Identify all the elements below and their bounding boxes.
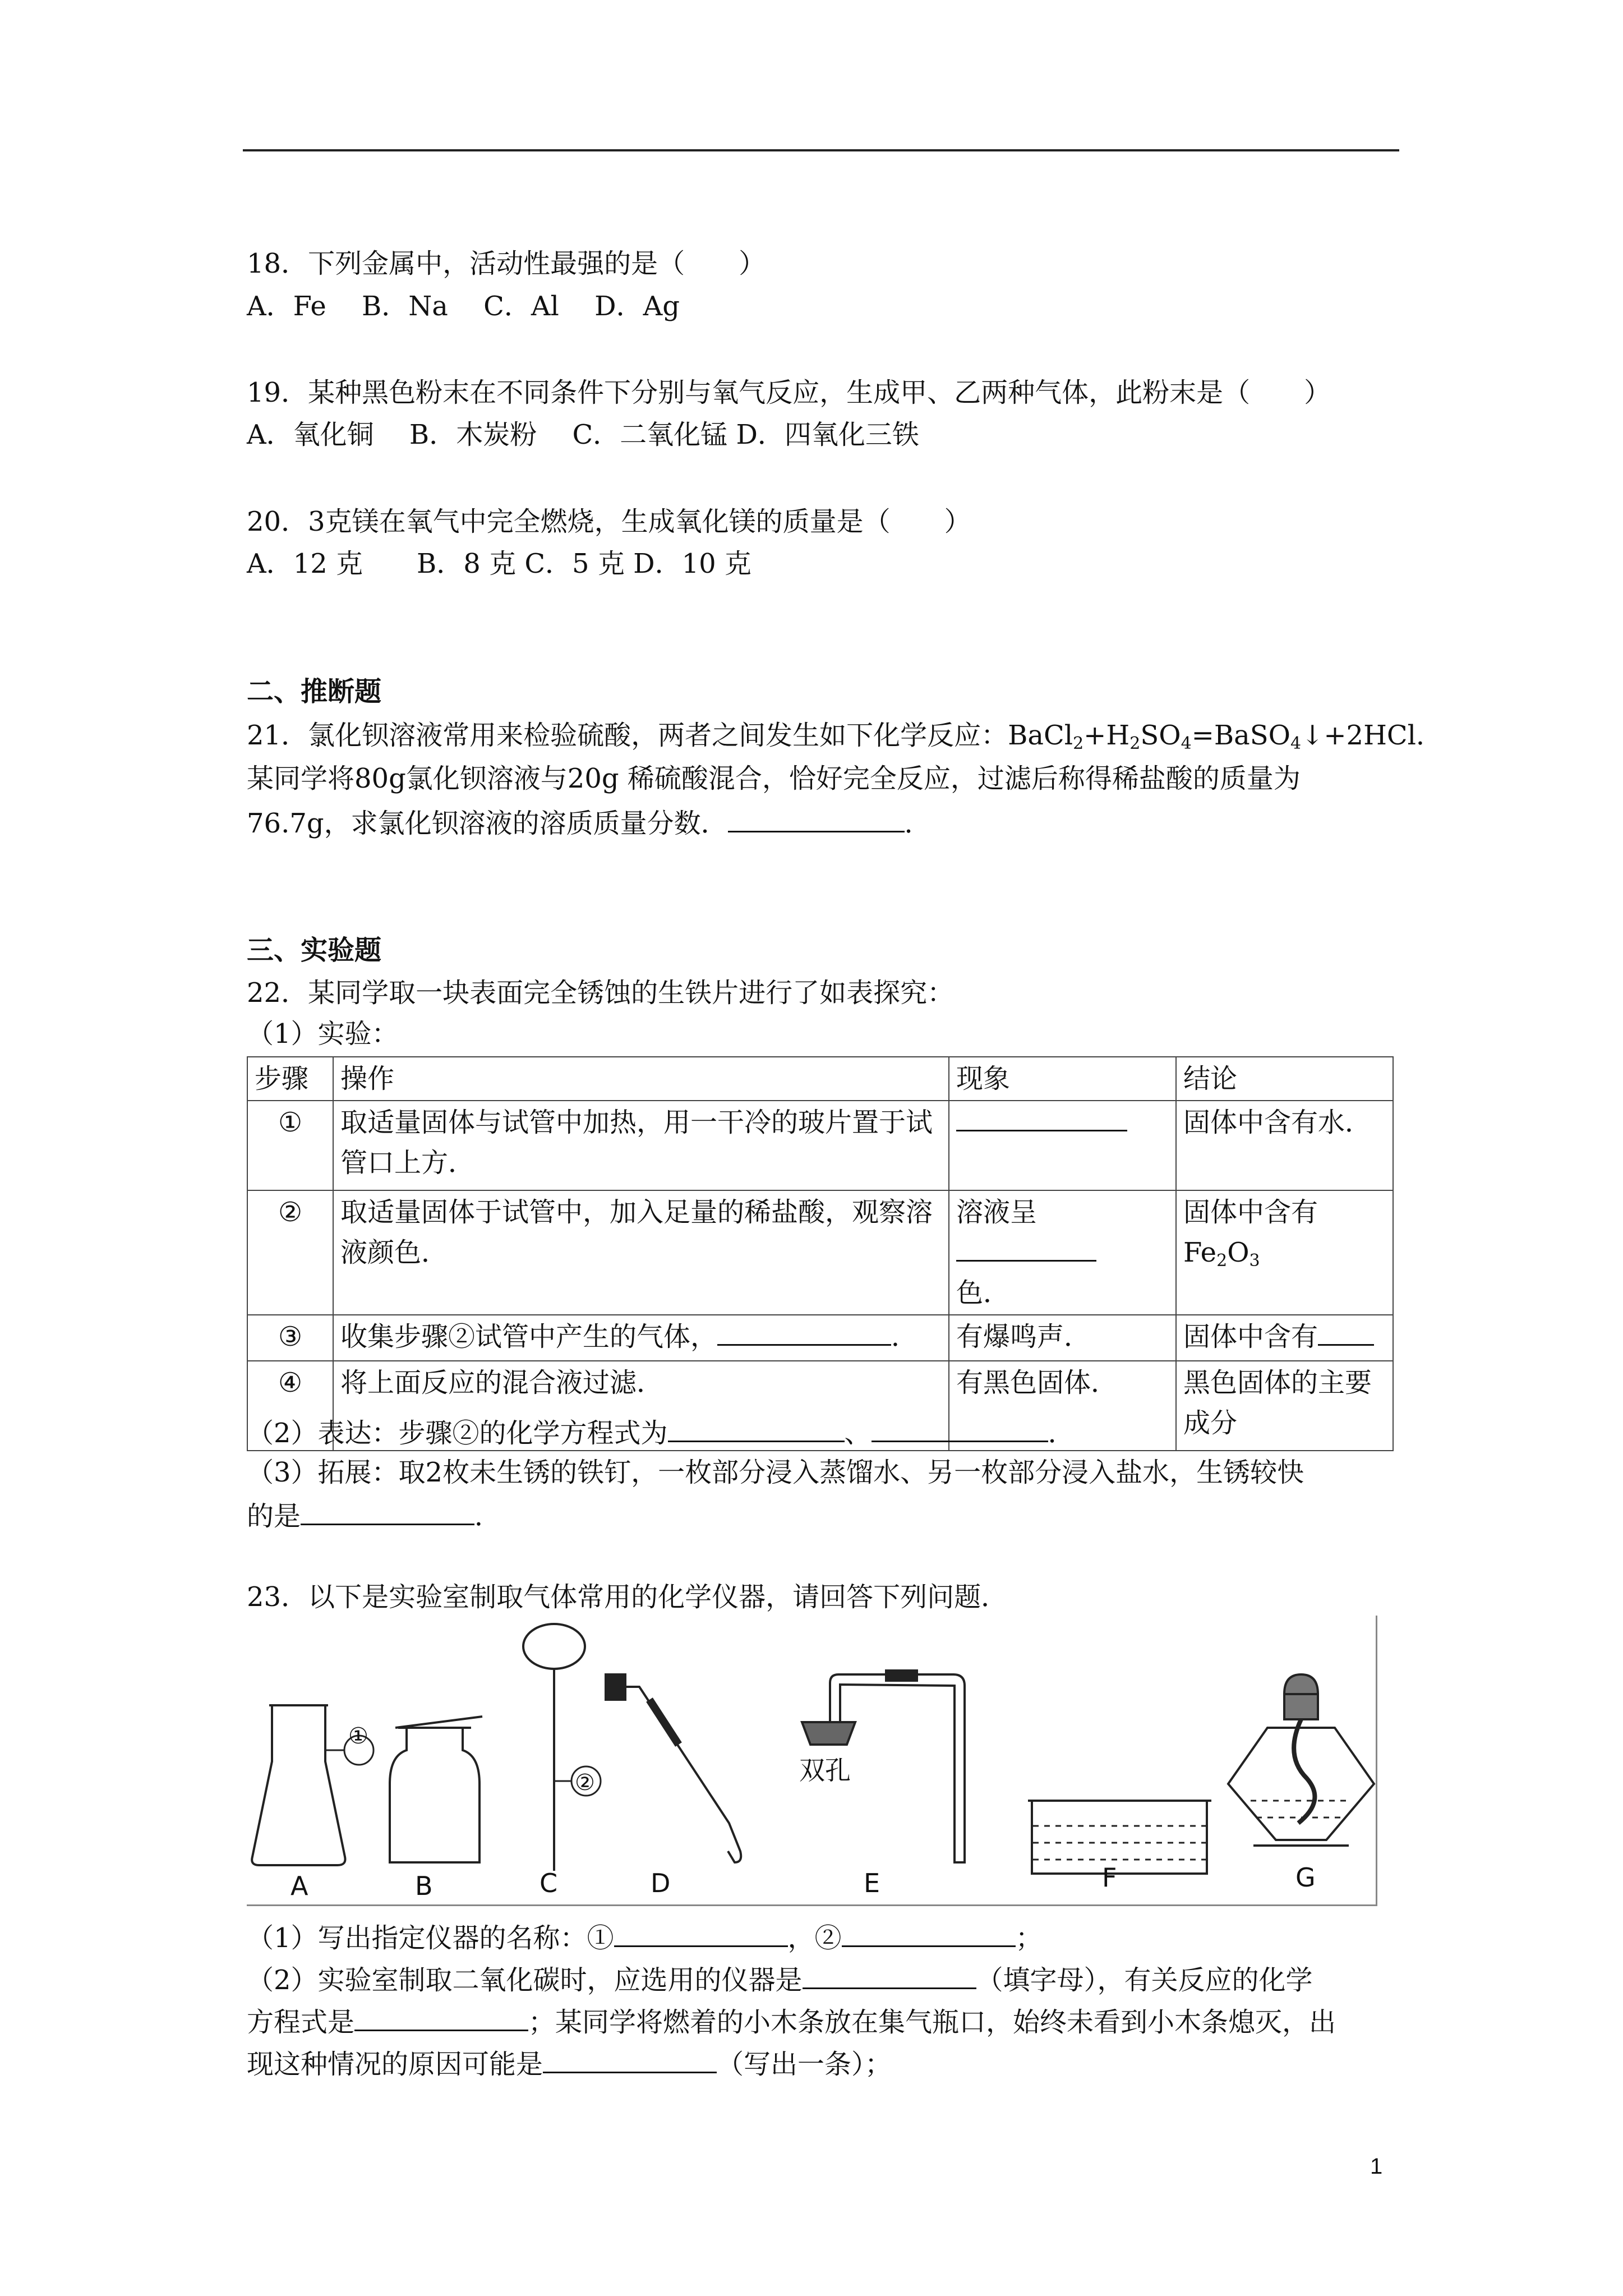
conclusion-cell: 固体中含有 $Fe_2O_3$ [1176, 1190, 1393, 1315]
section-3-title: 三、实验题 [247, 935, 382, 966]
step-cell: ② [247, 1190, 333, 1315]
operation-cell: 将上面反应的混合液过滤． [333, 1361, 949, 1451]
water-trough-icon [1028, 1801, 1211, 1874]
answer-blank[interactable] [543, 2046, 717, 2073]
question-22-part3-line1: （3）拓展：取2枚未生锈的铁钉，一枚部分浸入蒸馏水、另一枚部分浸入盐水，生锈较快 [247, 1457, 1304, 1488]
answer-blank[interactable] [872, 1415, 1048, 1442]
question-23-part2-line1: （2）实验室制取二氧化碳时，应选用的仪器是 （填字母），有关反应的化学 [247, 1962, 1313, 1997]
page-number: 1 [1370, 2154, 1383, 2179]
question-21-line3: 76.7g，求氯化钡溶液的溶质质量分数． ． [247, 805, 932, 840]
alcohol-lamp-icon [1228, 1674, 1374, 1846]
figure-label-d: D [651, 1868, 671, 1898]
figure-label-e: E [864, 1868, 880, 1898]
circled-mark-2: ② [575, 1770, 595, 1796]
answer-blank[interactable] [1318, 1318, 1374, 1346]
operation-cell: 取适量固体于试管中，加入足量的稀盐酸，观察溶液颜色． [333, 1190, 949, 1315]
table-header: 结论 [1176, 1057, 1393, 1101]
experiment-table [247, 1056, 1394, 1451]
question-21-line2: 某同学将80g氯化钡溶液与20g 稀硫酸混合，恰好完全反应，过滤后称得稀盐酸的质量为 [247, 763, 1301, 794]
question-21-line1: 21．氯化钡溶液常用来检验硫酸，两者之间发生如下化学反应：$BaCl_2+H_2SO_4=BaSO_4↓+2HCl$． [247, 720, 1444, 753]
figure-label-b: B [415, 1871, 433, 1901]
question-22-part2: （2）表达：步骤②的化学方程式为 、 ． [247, 1415, 1075, 1450]
answer-blank[interactable] [354, 2004, 528, 2031]
circled-mark-1: ① [348, 1723, 368, 1749]
table-header: 操作 [333, 1057, 949, 1101]
question-23-part1: （1）写出指定仪器的名称：① ，② ； [247, 1920, 1043, 1955]
phenomenon-cell: 溶液呈 色． [949, 1190, 1176, 1315]
phenomenon-cell: 有黑色固体． [949, 1361, 1176, 1451]
table-header: 现象 [949, 1057, 1176, 1101]
answer-blank[interactable] [956, 1234, 1096, 1262]
phenomenon-cell [949, 1101, 1176, 1190]
step-cell: ③ [247, 1315, 333, 1361]
question-20-options: A．12 克 B．8 克 C．5 克 D．10 克 [247, 548, 751, 579]
phenomenon-cell: 有爆鸣声． [949, 1315, 1176, 1361]
section-2-title: 二、推断题 [247, 676, 382, 707]
conclusion-cell: 固体中含有水． [1176, 1101, 1393, 1190]
answer-blank[interactable] [614, 1920, 788, 1947]
question-23-part2-line2: 方程式是 ；某同学将燃着的小木条放在集气瓶口，始终未看到小木条熄灭，出 [247, 2004, 1336, 2039]
answer-blank[interactable] [956, 1104, 1127, 1131]
bent-tube-icon [606, 1674, 741, 1862]
answer-blank[interactable] [842, 1920, 1016, 1947]
step-cell: ① [247, 1101, 333, 1190]
step-cell: ④ [247, 1361, 333, 1451]
gas-bottle-icon [390, 1717, 482, 1862]
table-row [247, 1190, 1393, 1315]
table-header-row [247, 1057, 1393, 1101]
figure-label-a: A [291, 1871, 308, 1901]
header-rule [243, 149, 1399, 151]
question-22-stem: 22．某同学取一块表面完全锈蚀的生铁片进行了如表探究： [247, 977, 955, 1009]
question-22-part1: （1）实验： [247, 1018, 399, 1050]
apparatus-figure [247, 1616, 1377, 1906]
figure-label-c: C [540, 1868, 558, 1898]
answer-blank[interactable] [301, 1498, 474, 1525]
question-19-options: A．氧化铜 B．木炭粉 C．二氧化锰 D．四氧化三铁 [247, 419, 919, 450]
question-23-stem: 23．以下是实验室制取气体常用的化学仪器，请回答下列问题． [247, 1581, 1008, 1613]
answer-blank[interactable] [803, 1962, 976, 1989]
question-18-options: A．Fe B．Na C．Al D．Ag [247, 291, 680, 322]
operation-cell: 取适量固体与试管中加热，用一干冷的玻片置于试管口上方． [333, 1101, 949, 1190]
question-18-stem: 18．下列金属中，活动性最强的是（ ） [247, 248, 766, 279]
conclusion-cell: 固体中含有 [1176, 1315, 1393, 1361]
figure-label-f: F [1102, 1862, 1117, 1893]
long-funnel-icon [523, 1624, 601, 1871]
conclusion-cell: 黑色固体的主要成分 [1176, 1361, 1393, 1451]
answer-blank[interactable] [668, 1415, 845, 1442]
table-header: 步骤 [247, 1057, 333, 1101]
table-row [247, 1101, 1393, 1190]
question-23-part2-line3: 现这种情况的原因可能是 （写出一条）； [247, 2046, 892, 2081]
operation-cell: 收集步骤②试管中产生的气体， ． [333, 1315, 949, 1361]
question-19-stem: 19．某种黑色粉末在不同条件下分别与氧气反应，生成甲、乙两种气体，此粉末是（ ） [247, 377, 1331, 408]
question-20-stem: 20．3克镁在氧气中完全燃烧，生成氧化镁的质量是（ ） [247, 506, 971, 537]
answer-blank[interactable] [728, 805, 905, 832]
figure-label-g: G [1295, 1862, 1316, 1893]
double-hole-label: 双孔 [799, 1755, 851, 1786]
question-22-part3-line2: 的是 ． [247, 1498, 501, 1533]
table-row [247, 1315, 1393, 1361]
answer-blank[interactable] [717, 1318, 891, 1346]
